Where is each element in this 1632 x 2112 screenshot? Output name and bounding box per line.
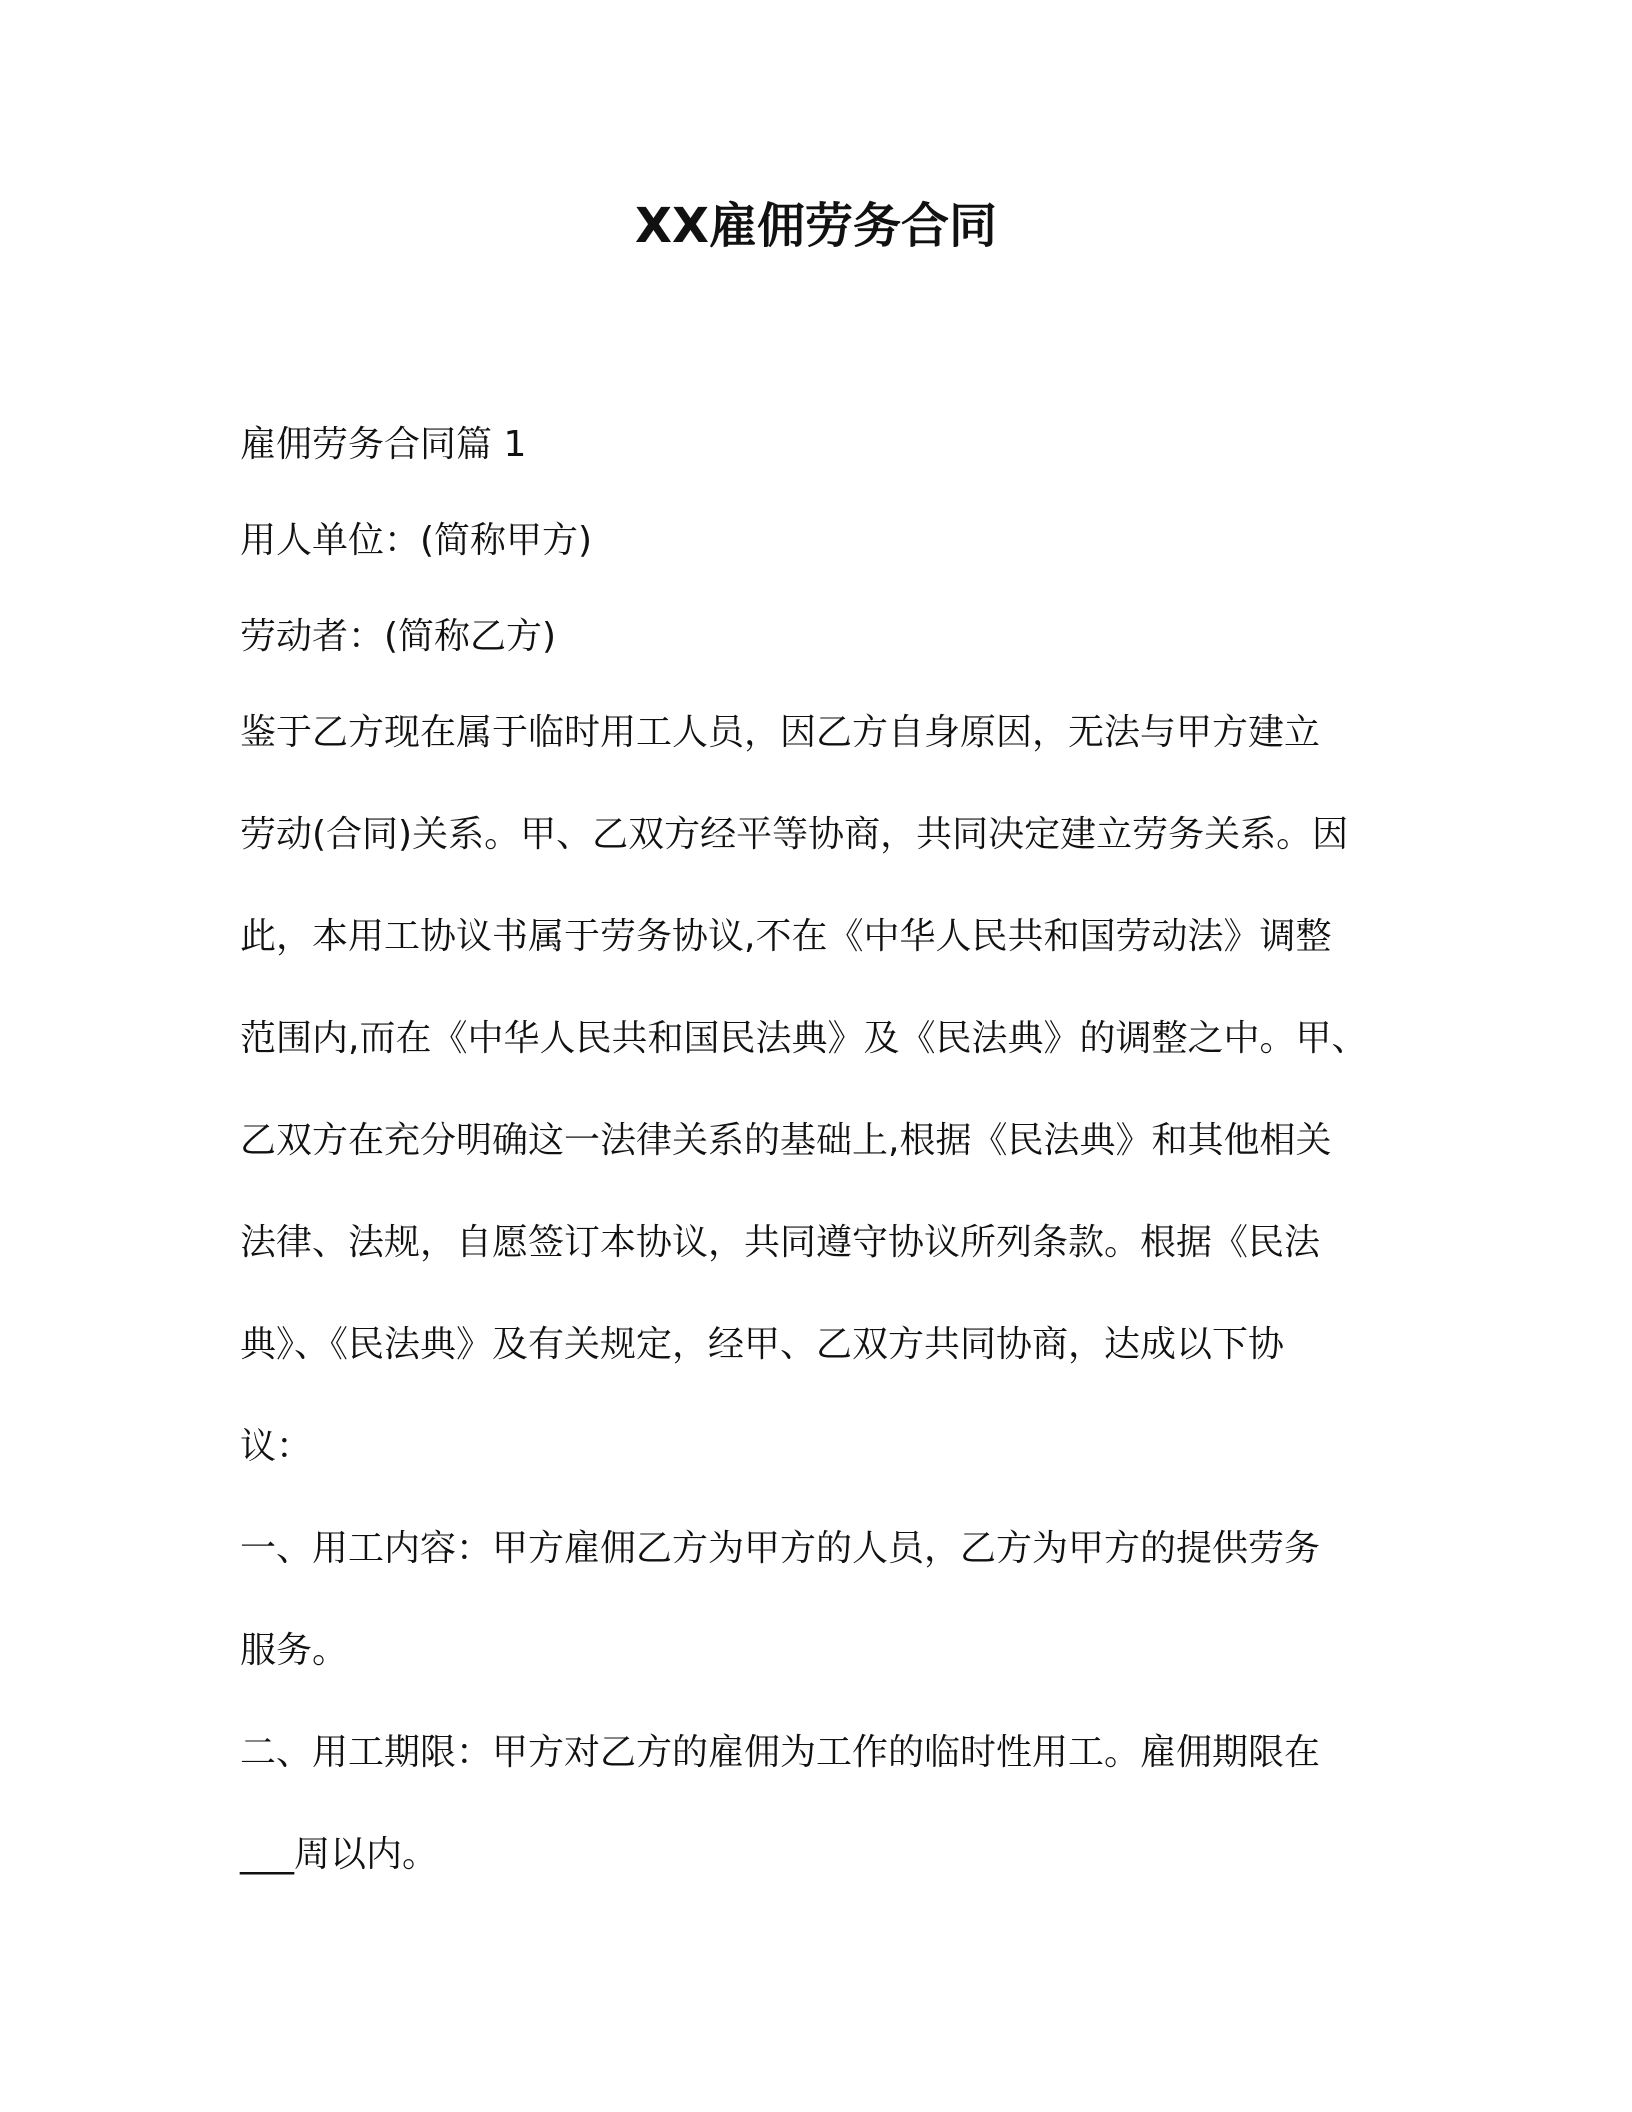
body-line: 典》、《民法典》及有关规定，经甲、乙双方共同协商，达成以下协 xyxy=(240,1324,1285,1365)
clause-line: 二、用工期限：甲方对乙方的雇佣为工作的临时性用工。雇佣期限在 xyxy=(240,1732,1321,1773)
clause-line: 一、用工内容：甲方雇佣乙方为甲方的人员，乙方为甲方的提供劳务 xyxy=(240,1528,1321,1569)
section-heading: 雇佣劳务合同篇 1 xyxy=(240,424,527,465)
body-line: 此，本用工协议书属于劳务协议,不在《中华人民共和国劳动法》调整 xyxy=(240,916,1332,957)
body-line: 乙双方在充分明确这一法律关系的基础上,根据《民法典》和其他相关 xyxy=(240,1120,1332,1161)
body-line: 法律、法规，自愿签订本协议，共同遵守协议所列条款。根据《民法 xyxy=(240,1222,1321,1263)
body-line: 议： xyxy=(240,1426,313,1467)
body-line: 范围内,而在《中华人民共和国民法典》及《民法典》的调整之中。甲、 xyxy=(240,1018,1368,1059)
party-b-line: 劳动者：(简称乙方) xyxy=(240,616,557,657)
body-line: 劳动(合同)关系。甲、乙双方经平等协商，共同决定建立劳务关系。因 xyxy=(240,814,1349,855)
document-title: XX雇佣劳务合同 xyxy=(634,198,998,254)
clause-line: ___周以内。 xyxy=(240,1834,439,1875)
document-body xyxy=(240,420,1400,1932)
clause-line: 服务。 xyxy=(240,1630,349,1671)
party-a-line: 用人单位：(简称甲方) xyxy=(240,520,593,561)
body-line: 鉴于乙方现在属于临时用工人员，因乙方自身原因，无法与甲方建立 xyxy=(240,712,1321,753)
